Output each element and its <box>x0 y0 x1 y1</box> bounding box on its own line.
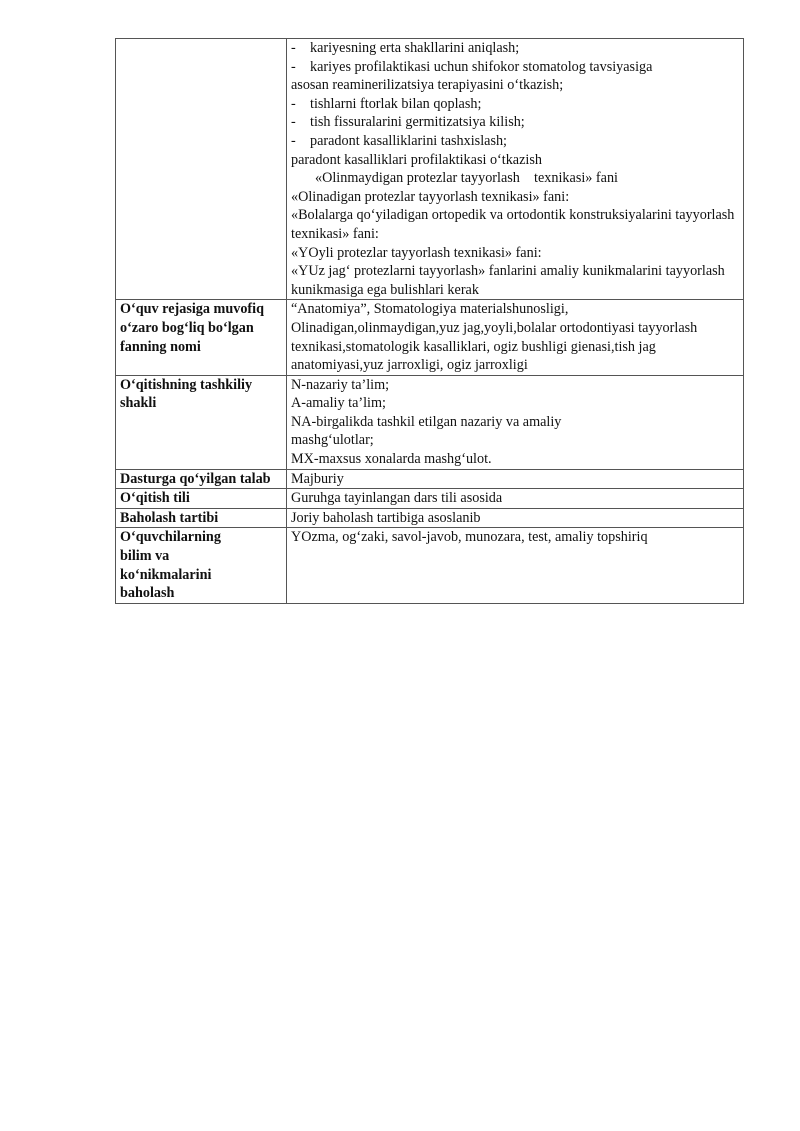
table-row-skills <box>116 39 744 300</box>
list-item: N-nazariy ta’lim; <box>291 376 390 393</box>
language-value: Guruhga tayinlangan dars tili asosida <box>287 489 744 509</box>
skills-label-cell <box>116 39 287 300</box>
list-item: A-amaliy ta’lim; <box>291 395 386 412</box>
list-item: - tish fissuralarini germitizatsiya kilish; <box>291 114 525 131</box>
table-row-organizational-form <box>116 375 744 469</box>
requirement-value: Majburiy <box>287 469 744 489</box>
list-item: «Olinadigan protezlar tayyorlash texnikasi» fani: <box>291 188 570 205</box>
organizational-form-value <box>287 375 744 469</box>
skills-value-cell <box>287 39 744 300</box>
list-item: MX-maxsus xonalarda mashg‘ulot. <box>291 451 492 468</box>
list-item: paradont kasalliklari profilaktikasi o‘tkazish <box>291 151 542 168</box>
list-item: «YOyli protezlar tayyorlash texnikasi» fani: <box>291 244 542 261</box>
table-row-language <box>116 489 744 509</box>
related-subjects-value: “Anatomiya”, Stomatologiya materialshunosligi, Olinadigan,olinmaydigan,yuz jag,yoyli,bolalar ortodontiyasi tayyorlash texnikasi,stomatologik kasalliklari, ogiz bushligi gienasi,tish jag anatomiyasi,yuz jarroxligi, ogiz jarroxligi <box>287 300 744 375</box>
table-row-requirement <box>116 469 744 489</box>
list-item: «YUz jag‘ protezlarni tayyorlash» fanlarini amaliy kunikmalarini tayyorlash kunikmasiga ega bulishlari kerak <box>291 263 725 298</box>
assessment-order-label: Baholash tartibi <box>116 508 287 528</box>
student-assessment-label: O‘quvchilarning bilim va ko‘nikmalarini baholash <box>116 528 287 603</box>
list-item: asosan reaminerilizatsiya terapiyasini o‘tkazish; <box>291 77 564 94</box>
list-item: - kariyesning erta shakllarini aniqlash; <box>291 40 520 56</box>
assessment-order-value: Joriy baholash tartibiga asoslanib <box>287 508 744 528</box>
related-subjects-label: O‘quv rejasiga muvofiq o‘zaro bog‘liq bo‘lgan fanning nomi <box>116 300 287 375</box>
table-row-student-assessment <box>116 528 744 603</box>
list-item: «Bolalarga qo‘yiladigan ortopedik va ortodontik konstruksiyalarini tayyorlash texnikasi» fani: <box>291 207 735 242</box>
language-label: O‘qitish tili <box>116 489 287 509</box>
table-row-related-subjects <box>116 300 744 375</box>
requirement-label: Dasturga qo‘yilgan talab <box>116 469 287 489</box>
list-item: - paradont kasalliklarini tashxislash; <box>291 132 508 149</box>
student-assessment-value: YOzma, og‘zaki, savol-javob, munozara, test, amaliy topshiriq <box>287 528 744 603</box>
list-item: «Olinmaydigan protezlar tayyorlash texnikasi» fani <box>315 170 618 187</box>
organizational-form-label: O‘qitishning tashkiliy shakli <box>116 375 287 469</box>
list-item: NA-birgalikda tashkil etilgan nazariy va amaliy mashg‘ulotlar; <box>291 413 562 449</box>
table-row-assessment-order <box>116 508 744 528</box>
list-item: - kariyes profilaktikasi uchun shifokor stomatolog tavsiyasiga <box>291 58 653 75</box>
list-item: - tishlarni ftorlak bilan qoplash; <box>291 95 482 112</box>
syllabus-table <box>115 38 744 604</box>
